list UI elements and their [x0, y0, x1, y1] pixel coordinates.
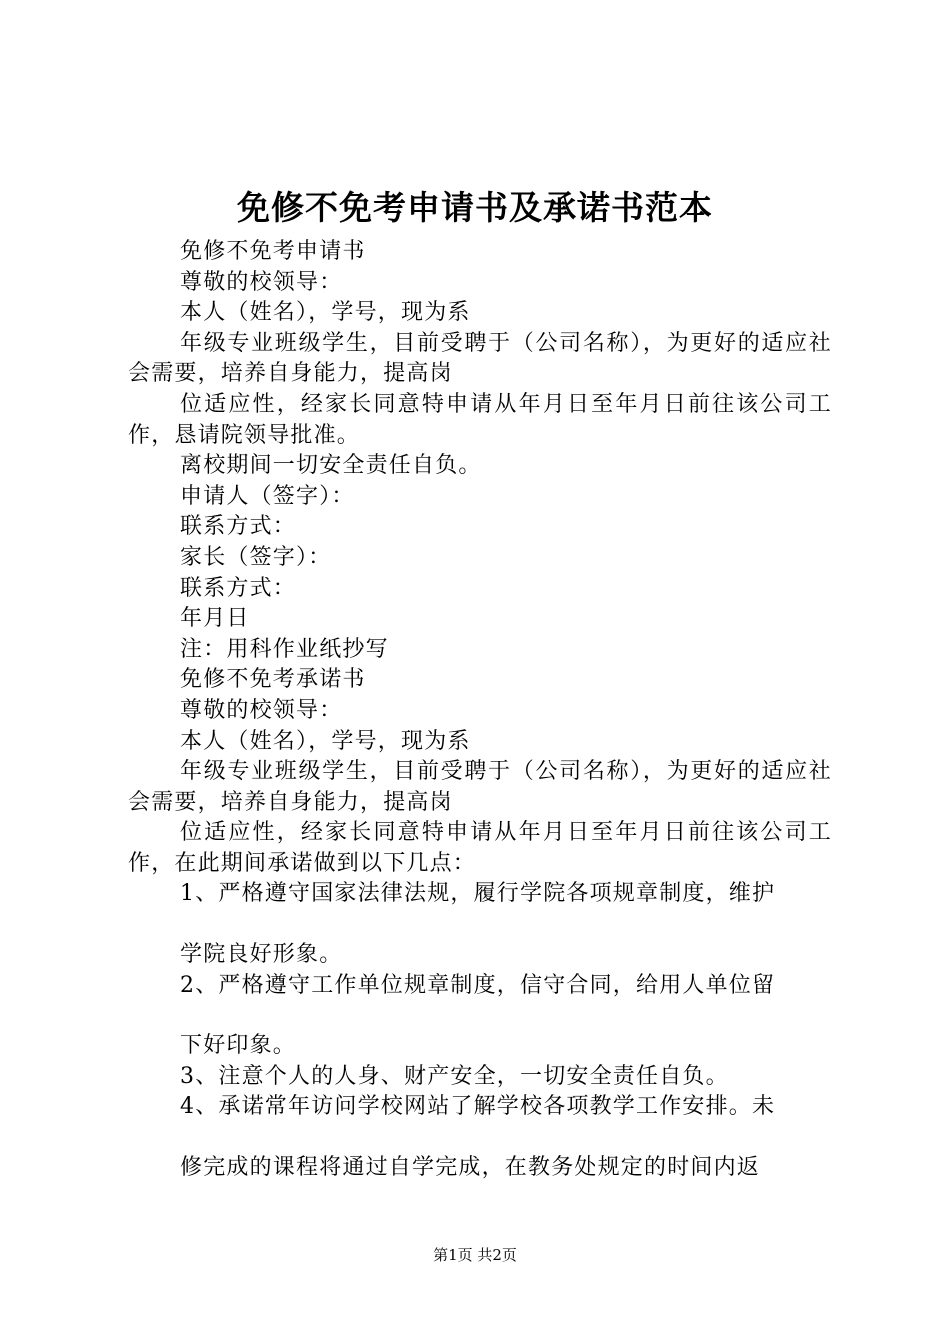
paragraph-item-4-continued: 修完成的课程将通过自学完成，在教务处规定的时间内返 [180, 1155, 761, 1181]
paragraph-item-2: 2、严格遵守工作单位规章制度，信守合同，给用人单位留 [180, 972, 776, 998]
paragraph-employment: 年级专业班级学生，目前受聘于（公司名称），为更好的适应社会需要，培养自身能力，提高岗 [128, 330, 832, 387]
paragraph-commitment-heading: 免修不免考承诺书 [180, 667, 366, 693]
paragraph-employment-2: 年级专业班级学生，目前受聘于（公司名称），为更好的适应社会需要，培养自身能力，提高岗 [128, 759, 832, 815]
paragraph-salutation-2: 尊敬的校领导： [180, 697, 343, 723]
paragraph-date: 年月日 [180, 606, 250, 632]
paragraph-request: 位适应性，经家长同意特申请从年月日至年月日前往该公司工作，恳请院领导批准。 [128, 391, 832, 448]
paragraph-safety: 离校期间一切安全责任自负。 [180, 453, 482, 479]
paragraph-item-3: 3、注意个人的人身、财产安全，一切安全责任自负。 [180, 1063, 729, 1089]
page-footer: 第1页 共2页 [433, 1246, 517, 1264]
paragraph-application-heading: 免修不免考申请书 [180, 239, 366, 264]
paragraph-item-1: 1、严格遵守国家法律法规，履行学院各项规章制度，维护 [180, 881, 776, 907]
paragraph-item-4: 4、承诺常年访问学校网站了解学校各项教学工作安排。未 [180, 1094, 776, 1120]
paragraph-self-intro: 本人（姓名），学号，现为系 [180, 300, 471, 326]
paragraph-item-2-continued: 下好印象。 [180, 1033, 297, 1059]
paragraph-parent-contact: 联系方式： [180, 575, 297, 601]
document-title: 免修不免考申请书及承诺书范本 [237, 188, 713, 227]
paragraph-note: 注：用科作业纸抄写 [180, 636, 389, 662]
paragraph-parent-signature: 家长（签字）： [180, 544, 332, 570]
paragraph-salutation: 尊敬的校领导： [180, 269, 343, 295]
paragraph-self-intro-2: 本人（姓名），学号，现为系 [180, 728, 471, 754]
paragraph-item-1-continued: 学院良好形象。 [180, 942, 343, 968]
paragraph-commitment-intro: 位适应性，经家长同意特申请从年月日至年月日前往该公司工作，在此期间承诺做到以下几点： [128, 820, 832, 876]
paragraph-applicant-contact: 联系方式： [180, 514, 297, 540]
document-body [128, 237, 832, 1184]
paragraph-applicant-signature: 申请人（签字）： [180, 483, 355, 509]
